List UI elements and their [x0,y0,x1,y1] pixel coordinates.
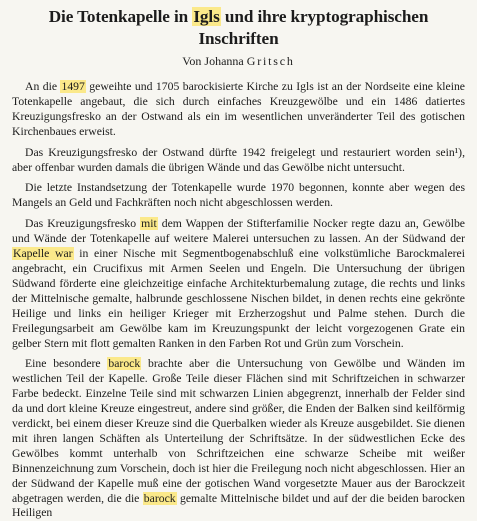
title-text: Die Totenkapelle in [48,7,193,26]
author-line [12,52,465,70]
paragraph-4: Das Kreuzigungsfresko mit dem Wappen der Stifterfamilie Nocker regte dazu an, Gewölbe und Wände der Totenkapelle auf weitere Malerei untersuchen zu lassen. An der Südwand der Kapelle war in einer Nische mit Segmentbogenabschluß eine volkstümliche Barockmalerei angebracht, ein Crucifixus mit Armen Seelen und Engeln. Die Untersuchung der übrigen Südwand förderte eine gleichzeitige einfache Architekturbemalung zutage, die rechts und links der Mittelnische gemalte, halbrunde geschlossene Nischen bildet, in denen rechts eine gekrönte Heilige und links ein heiliger Krieger mit Erzherzogshut und Palme stehen. Durch die Freilegungsarbeit am Gewölbe kam im Kreuzungspunkt der leicht vorgezogenen Grate ein gelber Stern mit flott gemalten Ranken in den Farben Rot und Grün zum Vorschein. [12,217,465,350]
article-title [12,6,465,50]
paragraph-1: An die 1497 geweihte und 1705 barockisierte Kirche zu Igls ist an der Nordseite eine kleine Totenkapelle angebaut, die sich durch einfaches Kreuzgewölbe und ein 1486 datiertes Kreuzigungsfresko an der Ostwand als ein im wesentlichen unveränderter Teil des gotischen Kirchenbaues erweist. [12,80,465,138]
paragraph-2: Das Kreuzigungsfresko der Ostwand dürfte 1942 freigelegt und restauriert worden sein¹), aber offenbar wurden damals die übrigen Wände und das Gewölbe nicht untersucht. [12,145,465,174]
paragraph-3: Die letzte Instandsetzung der Totenkapelle wurde 1970 begonnen, konnte aber wegen des Mangels an Geld und Fachkräften noch nicht abgeschlossen werden. [12,181,465,210]
highlight-mit: mit [141,217,157,231]
title-highlight: Igls [193,7,220,26]
author-prefix: Von Johanna [182,54,247,68]
paragraph-5: Eine besondere barock brachte aber die Untersuchung von Gewölbe und Wänden im westlichen Teil der Kapelle. Große Teile dieser Flächen sind mit Schriftzeichen in schwarzer Farbe bedeckt. Einzelne Teile sind mit schwarzen Linien abgegrenzt, innerhalb der Felder sind da und dort kleine Kreuze eingestreut, andere sind größer, die Enden der Balken sind keilförmig verdickt, bei einem dieser Kreuze sind die Querbalken wieder als Kreuze ausgebildet. Sie dienen mit ihren langen Schäften als Unterteilung der Schriftsätze. In der südwestlichen Ecke des Gewölbes kommt unterhalb von Schriftzeichen eine schwarze Scheibe mit weißer Binnenzeichnung zum Vorschein, doch ist hier die Freilegung noch nicht abgeschlossen. Hier an der Südwand der Kapelle muß eine der gotischen Wand vorgesetzte Mauer aus der Barockzeit abgetragen werden, die die barock gemalte Mittelnische bildet und auf der die beiden barocken Heiligen [12,357,465,520]
highlight-barock: barock [143,491,176,505]
highlight-kapelle-war: Kapelle war [13,247,73,261]
author-surname: Gritsch [246,54,295,68]
title-text-end: und ihre kryptographischen Inschriften [198,7,429,48]
highlight-ueberraschung: barock [108,357,141,371]
highlight-year: 1497 [61,80,85,93]
